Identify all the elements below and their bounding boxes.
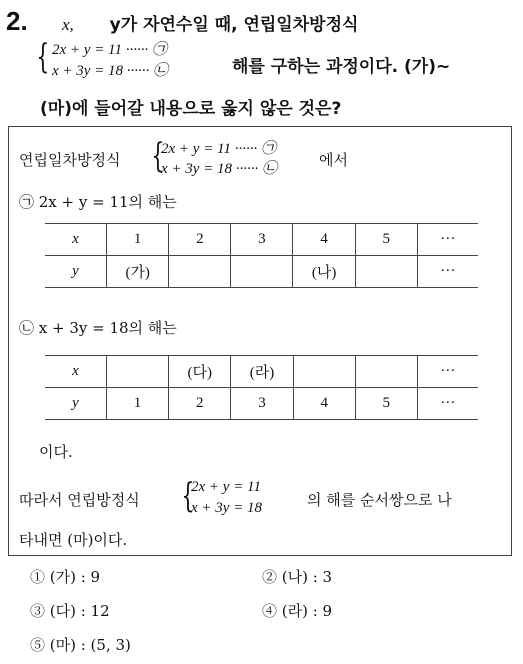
table-cell: y [45, 388, 107, 420]
table-cell [293, 356, 355, 388]
table-eq1 [45, 223, 478, 288]
table-cell [231, 256, 293, 288]
box-intro-label: 연립일차방정식 [19, 151, 121, 169]
table-eq2 [45, 355, 478, 420]
table-cell: ··· [417, 356, 478, 388]
table-cell: (다) [169, 356, 231, 388]
question-system [36, 37, 169, 82]
conclusion-eq1: 2x + y = 11 [191, 479, 261, 495]
table-cell: 1 [107, 388, 169, 420]
table-cell: x [45, 224, 107, 256]
system-brace: { [36, 37, 50, 77]
intro-text: y가 자연수일 때, 연립일차방정식 [109, 15, 359, 35]
box-intro-eq1: 2x + y = 11 ······ ㉠ [161, 141, 276, 157]
table-cell: 3 [231, 224, 293, 256]
table-cell: 2 [169, 388, 231, 420]
table-cell: 5 [355, 224, 417, 256]
question-intro [62, 10, 358, 35]
eq2-heading: ㉡ x + 3y = 18의 해는 [19, 319, 177, 337]
choice-3[interactable]: ③ (다) : 12 [30, 602, 110, 620]
table-cell [169, 256, 231, 288]
table-cell: (라) [231, 356, 293, 388]
question-after-system: 해를 구하는 과정이다. (가)~ [232, 57, 451, 77]
table-cell: 2 [169, 224, 231, 256]
table-cell: 4 [293, 224, 355, 256]
table-cell: (가) [107, 256, 169, 288]
question-line3: (마)에 들어갈 내용으로 옳지 않은 것은? [40, 99, 342, 119]
choice-1[interactable]: ① (가) : 9 [30, 568, 101, 586]
system-eq2: x + 3y = 18 ······ ㉡ [52, 63, 169, 79]
table-row [45, 388, 478, 420]
conclusion-brace: { [181, 476, 195, 516]
conclusion-eq2: x + 3y = 18 [191, 500, 263, 516]
table-row [45, 256, 478, 288]
table-cell: ··· [417, 388, 478, 420]
table-cell [355, 356, 417, 388]
solution-box [8, 126, 512, 556]
eq1-heading: ㉠ 2x + y = 11의 해는 [19, 193, 177, 211]
question-number: 2. [6, 6, 28, 36]
table-cell: (나) [293, 256, 355, 288]
conclusion-prefix: 따라서 연립방정식 [19, 491, 140, 509]
box-intro-brace: { [151, 136, 165, 176]
choice-4[interactable]: ④ (라) : 9 [262, 602, 333, 620]
table-cell: 3 [231, 388, 293, 420]
intro-x: x, [62, 15, 74, 34]
system-eq1: 2x + y = 11 ······ ㉠ [52, 42, 167, 58]
table-cell: x [45, 356, 107, 388]
table-cell [107, 356, 169, 388]
table-cell: y [45, 256, 107, 288]
box-intro-suffix: 에서 [319, 151, 348, 169]
conclusion-line2: 타내면 (마)이다. [19, 531, 128, 549]
table-row [45, 356, 478, 388]
ida-text: 이다. [39, 443, 73, 461]
table-cell: 4 [293, 388, 355, 420]
table-row [45, 224, 478, 256]
box-intro-eq2: x + 3y = 18 ······ ㉡ [161, 161, 278, 177]
conclusion [19, 477, 499, 521]
table-cell: 5 [355, 388, 417, 420]
table-cell [355, 256, 417, 288]
table-cell: ··· [417, 256, 478, 288]
table-cell: 1 [107, 224, 169, 256]
choice-5[interactable]: ⑤ (마) : (5, 3) [30, 636, 131, 654]
table-cell: ··· [417, 224, 478, 256]
choice-2[interactable]: ② (나) : 3 [262, 568, 333, 586]
conclusion-suffix: 의 해를 순서쌍으로 나 [307, 491, 452, 509]
